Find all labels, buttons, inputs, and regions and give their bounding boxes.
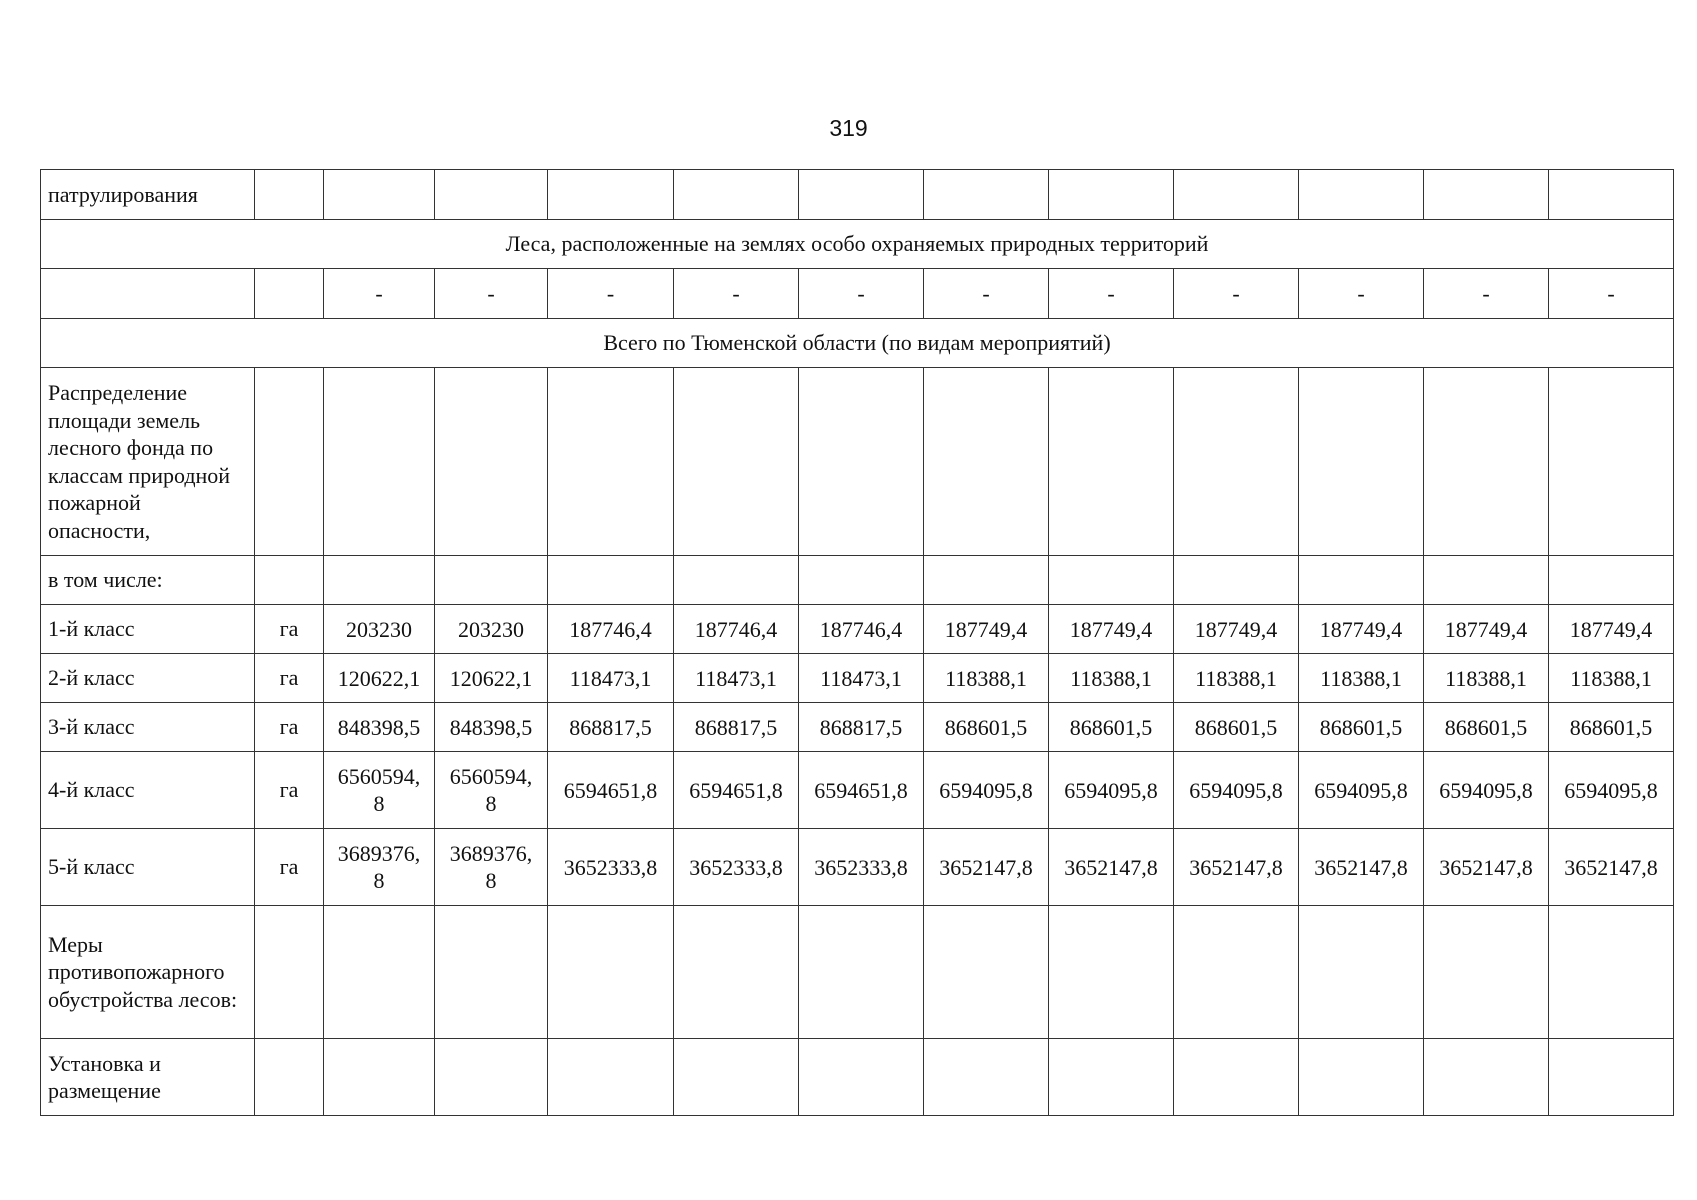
unit-cell — [255, 556, 324, 605]
value-cell — [435, 170, 548, 220]
value-cell — [1049, 368, 1174, 556]
value-cell: - — [1299, 269, 1424, 319]
value-cell — [1299, 1039, 1424, 1116]
value-cell — [674, 556, 799, 605]
value-cell — [674, 1039, 799, 1116]
value-cell: 118388,1 — [924, 654, 1049, 703]
value-cell: 3652147,8 — [1174, 829, 1299, 906]
value-cell: 187749,4 — [924, 605, 1049, 654]
value-cell: 3652333,8 — [548, 829, 674, 906]
table-row — [41, 368, 1674, 556]
row-label: 3-й класс — [41, 703, 255, 752]
table-row — [41, 752, 1674, 829]
value-cell — [1549, 368, 1674, 556]
value-cell — [1049, 170, 1174, 220]
value-cell: 3652333,8 — [674, 829, 799, 906]
value-cell — [548, 170, 674, 220]
table-row — [41, 906, 1674, 1039]
value-cell — [674, 170, 799, 220]
row-label: Установка и размещение — [41, 1039, 255, 1116]
value-cell — [1049, 906, 1174, 1039]
value-cell: 118388,1 — [1174, 654, 1299, 703]
value-cell: 187746,4 — [674, 605, 799, 654]
value-cell: 187749,4 — [1049, 605, 1174, 654]
row-label: 1-й класс — [41, 605, 255, 654]
value-cell: 868601,5 — [1549, 703, 1674, 752]
value-cell: 3689376, 8 — [435, 829, 548, 906]
value-cell — [435, 368, 548, 556]
value-cell — [924, 906, 1049, 1039]
value-cell: 6594095,8 — [1424, 752, 1549, 829]
value-cell: 118388,1 — [1424, 654, 1549, 703]
value-cell: - — [435, 269, 548, 319]
unit-cell: га — [255, 829, 324, 906]
value-cell — [799, 1039, 924, 1116]
value-cell: 187746,4 — [799, 605, 924, 654]
value-cell: - — [1049, 269, 1174, 319]
value-cell: 868817,5 — [799, 703, 924, 752]
value-cell — [324, 556, 435, 605]
value-cell: 6594651,8 — [799, 752, 924, 829]
value-cell: 3652147,8 — [924, 829, 1049, 906]
value-cell — [548, 556, 674, 605]
row-label — [41, 269, 255, 319]
value-cell: 3652333,8 — [799, 829, 924, 906]
value-cell — [548, 1039, 674, 1116]
value-cell: 203230 — [435, 605, 548, 654]
value-cell: 187749,4 — [1299, 605, 1424, 654]
page-number: 319 — [829, 115, 868, 141]
table-row — [41, 829, 1674, 906]
value-cell — [1424, 906, 1549, 1039]
value-cell — [548, 906, 674, 1039]
value-cell: 6560594, 8 — [324, 752, 435, 829]
value-cell: 6594095,8 — [1549, 752, 1674, 829]
value-cell — [1174, 1039, 1299, 1116]
section-title: Леса, расположенные на землях особо охраняемых природных территорий — [41, 220, 1674, 269]
value-cell: 868601,5 — [1299, 703, 1424, 752]
row-label: патрулирования — [41, 170, 255, 220]
value-cell — [799, 170, 924, 220]
value-cell: 118388,1 — [1049, 654, 1174, 703]
value-cell — [324, 368, 435, 556]
value-cell: 848398,5 — [435, 703, 548, 752]
value-cell — [1549, 906, 1674, 1039]
value-cell — [1549, 556, 1674, 605]
table-row — [41, 1039, 1674, 1116]
value-cell — [1424, 368, 1549, 556]
value-cell — [1424, 556, 1549, 605]
value-cell: - — [674, 269, 799, 319]
table-row — [41, 654, 1674, 703]
value-cell — [1174, 556, 1299, 605]
value-cell: 868601,5 — [1049, 703, 1174, 752]
row-label: в том числе: — [41, 556, 255, 605]
value-cell: 6594651,8 — [548, 752, 674, 829]
value-cell: 118473,1 — [548, 654, 674, 703]
unit-cell — [255, 1039, 324, 1116]
value-cell: 187749,4 — [1424, 605, 1549, 654]
value-cell — [1174, 170, 1299, 220]
value-cell: 118473,1 — [674, 654, 799, 703]
value-cell: - — [548, 269, 674, 319]
value-cell: 118388,1 — [1549, 654, 1674, 703]
value-cell: 187749,4 — [1549, 605, 1674, 654]
value-cell: 120622,1 — [435, 654, 548, 703]
unit-cell — [255, 269, 324, 319]
value-cell: - — [799, 269, 924, 319]
table-row — [41, 170, 1674, 220]
value-cell: 118388,1 — [1299, 654, 1424, 703]
value-cell — [1299, 368, 1424, 556]
value-cell: 6560594, 8 — [435, 752, 548, 829]
value-cell: 868601,5 — [1424, 703, 1549, 752]
row-label: Меры противопожарного обустройства лесов: — [41, 906, 255, 1039]
value-cell — [435, 556, 548, 605]
value-cell: 3689376, 8 — [324, 829, 435, 906]
table-body — [41, 170, 1674, 1116]
value-cell: 187746,4 — [548, 605, 674, 654]
unit-cell — [255, 170, 324, 220]
value-cell — [1174, 368, 1299, 556]
value-cell: 868817,5 — [674, 703, 799, 752]
fire-danger-table — [40, 169, 1674, 1116]
value-cell: 6594095,8 — [1049, 752, 1174, 829]
value-cell: 118473,1 — [799, 654, 924, 703]
value-cell: 868601,5 — [1174, 703, 1299, 752]
value-cell — [1299, 556, 1424, 605]
section-row — [41, 220, 1674, 269]
value-cell: 120622,1 — [324, 654, 435, 703]
value-cell: 3652147,8 — [1049, 829, 1174, 906]
value-cell: 6594095,8 — [924, 752, 1049, 829]
unit-cell — [255, 906, 324, 1039]
table-row — [41, 269, 1674, 319]
value-cell — [435, 1039, 548, 1116]
value-cell — [324, 1039, 435, 1116]
value-cell — [924, 170, 1049, 220]
value-cell — [324, 170, 435, 220]
value-cell: 203230 — [324, 605, 435, 654]
value-cell — [1049, 1039, 1174, 1116]
value-cell — [1174, 906, 1299, 1039]
value-cell — [924, 556, 1049, 605]
section-row — [41, 319, 1674, 368]
value-cell: 868817,5 — [548, 703, 674, 752]
value-cell — [1549, 1039, 1674, 1116]
value-cell — [799, 556, 924, 605]
value-cell: 6594651,8 — [674, 752, 799, 829]
value-cell: - — [924, 269, 1049, 319]
table-row — [41, 605, 1674, 654]
value-cell — [924, 1039, 1049, 1116]
unit-cell: га — [255, 605, 324, 654]
section-title: Всего по Тюменской области (по видам мероприятий) — [41, 319, 1674, 368]
value-cell: 187749,4 — [1174, 605, 1299, 654]
value-cell: 3652147,8 — [1549, 829, 1674, 906]
value-cell — [548, 368, 674, 556]
value-cell — [1049, 556, 1174, 605]
value-cell: - — [324, 269, 435, 319]
value-cell — [1299, 170, 1424, 220]
value-cell: - — [1549, 269, 1674, 319]
value-cell — [1424, 1039, 1549, 1116]
unit-cell — [255, 368, 324, 556]
value-cell: - — [1424, 269, 1549, 319]
unit-cell: га — [255, 703, 324, 752]
value-cell: 6594095,8 — [1299, 752, 1424, 829]
value-cell — [1424, 170, 1549, 220]
value-cell: 848398,5 — [324, 703, 435, 752]
value-cell — [674, 368, 799, 556]
value-cell — [924, 368, 1049, 556]
row-label: 5-й класс — [41, 829, 255, 906]
value-cell — [799, 368, 924, 556]
value-cell — [1299, 906, 1424, 1039]
value-cell: - — [1174, 269, 1299, 319]
value-cell — [324, 906, 435, 1039]
value-cell — [1549, 170, 1674, 220]
row-label: Распределение площади земель лесного фонда по классам природной пожарной опасности, — [41, 368, 255, 556]
table-row — [41, 556, 1674, 605]
row-label: 4-й класс — [41, 752, 255, 829]
value-cell — [799, 906, 924, 1039]
value-cell: 868601,5 — [924, 703, 1049, 752]
value-cell — [435, 906, 548, 1039]
row-label: 2-й класс — [41, 654, 255, 703]
unit-cell: га — [255, 654, 324, 703]
value-cell — [674, 906, 799, 1039]
value-cell: 3652147,8 — [1424, 829, 1549, 906]
unit-cell: га — [255, 752, 324, 829]
value-cell: 6594095,8 — [1174, 752, 1299, 829]
value-cell: 3652147,8 — [1299, 829, 1424, 906]
table-row — [41, 703, 1674, 752]
